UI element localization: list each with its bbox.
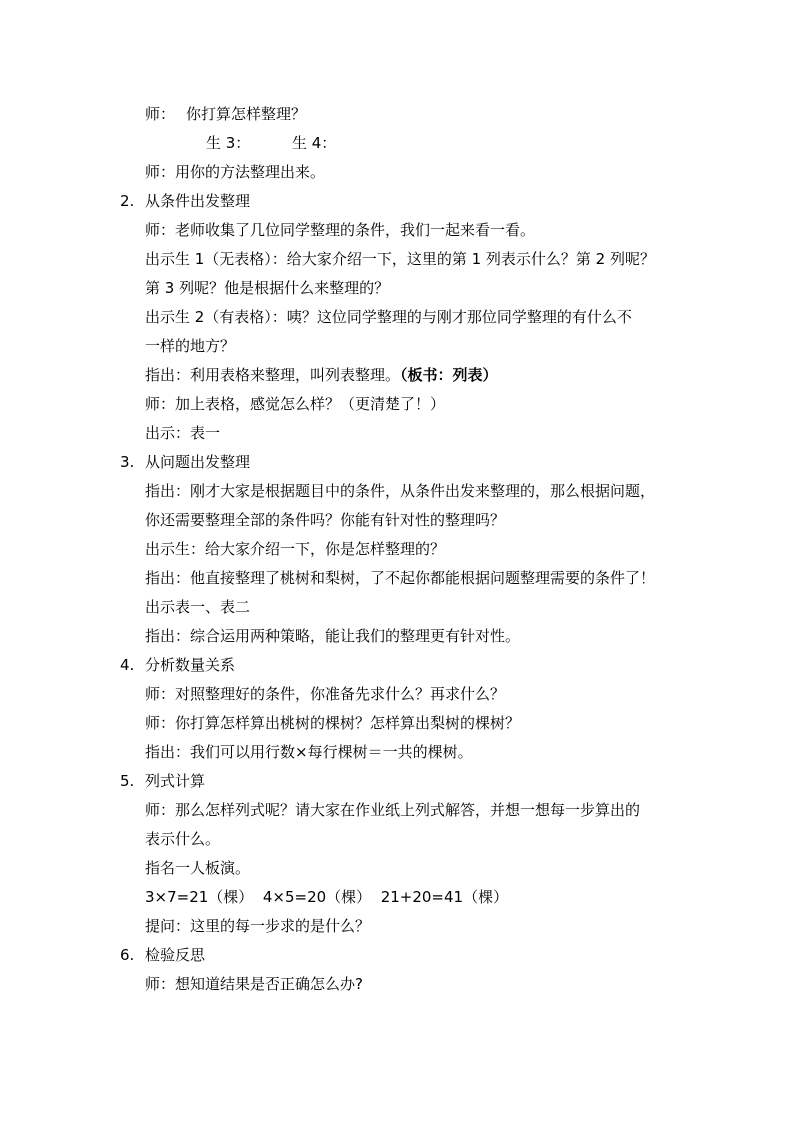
text-line: 师：对照整理好的条件，你准备先求什么？再求什么？ <box>145 685 506 703</box>
text-line <box>145 365 498 385</box>
text-line: 你打算怎样整理？ <box>186 105 307 123</box>
section-number: 3. <box>120 453 135 471</box>
text-line: 师：加上表格，感觉怎么样？（更清楚了！） <box>145 395 446 413</box>
text-line: 师：你打算怎样算出桃树的棵树？怎样算出梨树的棵树？ <box>145 714 521 732</box>
text-line: 第 3 列呢？他是根据什么来整理的？ <box>145 279 390 297</box>
board-note: （板书：列表） <box>400 366 498 384</box>
text-line: 指名一人板演。 <box>145 859 251 877</box>
text-line: 出示生 1（无表格）：给大家介绍一下，这里的第 1 列表示什么？第 2 列呢？ <box>145 250 655 268</box>
text-line: 一样的地方？ <box>145 337 236 355</box>
text-segment: 指出：利用表格来整理，叫列表整理。 <box>145 366 401 384</box>
text-line: 提问：这里的每一步求的是什么？ <box>145 917 371 935</box>
section-number: 6. <box>120 946 135 964</box>
student-4-label: 生 4： <box>292 134 337 152</box>
text-line: 出示生：给大家介绍一下，你是怎样整理的？ <box>145 540 446 558</box>
section-title: 从问题出发整理 <box>145 453 251 471</box>
section-title: 列式计算 <box>145 772 206 790</box>
text-line: 出示表一、表二 <box>145 598 251 616</box>
text-line: 你还需要整理全部的条件吗？你能有针对性的整理吗？ <box>145 511 506 529</box>
text-line: 指出：刚才大家是根据题目中的条件，从条件出发来整理的，那么根据问题， <box>145 482 656 500</box>
section-number: 2. <box>120 192 135 210</box>
text-line: 指出：综合运用两种策略，能让我们的整理更有针对性。 <box>145 627 521 645</box>
equation-line: 3×7=21（棵） 4×5=20（棵） 21+20=41（棵） <box>145 888 509 906</box>
text-line: 师：用你的方法整理出来。 <box>145 163 326 181</box>
section-title: 从条件出发整理 <box>145 192 251 210</box>
section-title: 分析数量关系 <box>145 656 236 674</box>
text-line: 出示生 2（有表格）：咦？这位同学整理的与刚才那位同学整理的有什么不 <box>145 308 632 326</box>
section-title: 检验反思 <box>145 946 206 964</box>
section-number: 4. <box>120 656 135 674</box>
text-line: 师：想知道结果是否正确怎么办? <box>145 975 363 993</box>
text-line: 出示：表一 <box>145 424 221 442</box>
text-line: 师：那么怎样列式呢？请大家在作业纸上列式解答，并想一想每一步算出的 <box>145 801 641 819</box>
text-line: 师：老师收集了几位同学整理的条件，我们一起来看一看。 <box>145 221 536 239</box>
text-line: 指出：他直接整理了桃树和梨树，了不起你都能根据问题整理需要的条件了！ <box>145 569 656 587</box>
teacher-label: 师： <box>145 105 176 123</box>
student-3-label: 生 3： <box>206 134 251 152</box>
text-line: 指出：我们可以用行数×每行棵树＝一共的棵树。 <box>145 743 473 761</box>
text-line: 表示什么。 <box>145 830 221 848</box>
section-number: 5. <box>120 772 135 790</box>
